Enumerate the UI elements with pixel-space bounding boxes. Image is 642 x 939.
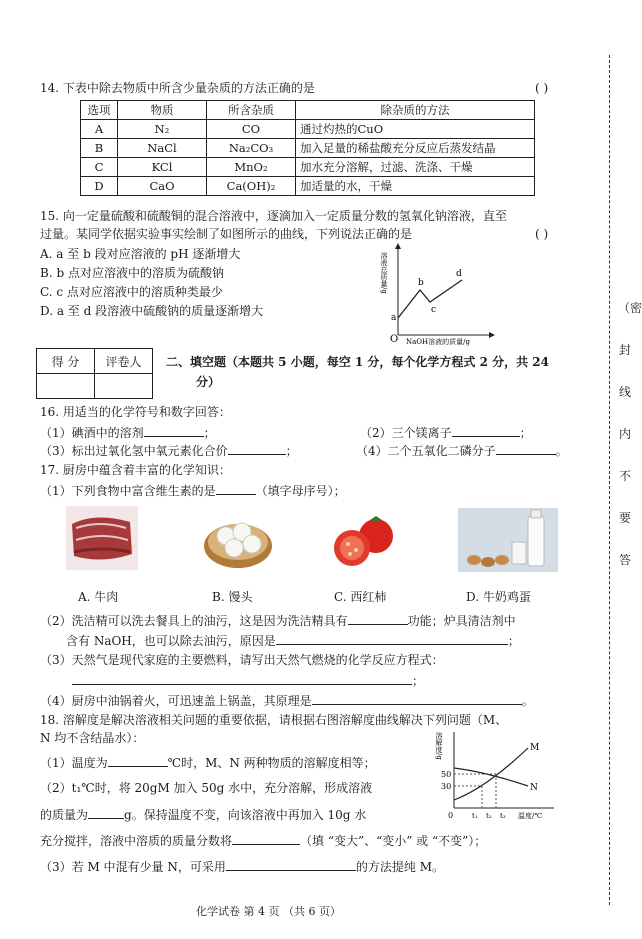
margin-char: 要	[618, 511, 631, 525]
q15-option-c: C. c 点对应溶液中的溶质种类最少	[40, 285, 223, 299]
q15-option-d: D. a 至 d 段溶液中硫酸钠的质量逐渐增大	[40, 304, 264, 318]
table-cell: NaCl	[118, 139, 207, 158]
page-footer: 化学试卷 第 4 页 （共 6 页）	[196, 905, 341, 918]
score-label: 得 分	[37, 349, 95, 374]
score-box	[36, 348, 153, 399]
score-cell[interactable]	[37, 374, 95, 399]
margin-char: 答	[618, 553, 631, 567]
table-row	[81, 177, 535, 196]
q18-part-1: （1）温度为 ℃时，M、N 两种物质的溶解度相等；	[40, 756, 376, 770]
q18-part-2b: 的质量为 g。保持温度不变，向该溶液中再加入 10g 水	[40, 808, 367, 822]
margin-char: 线	[618, 385, 631, 399]
answer-blank[interactable]	[216, 482, 256, 495]
beef-image	[66, 506, 138, 570]
q18-stem-1: 18. 溶解度是解决溶液相关问题的重要依据，请根据右图溶解度曲线解决下列问题（M、	[40, 713, 508, 727]
q14-stem: 14. 下表中除去物质中所含少量杂质的方法正确的是	[40, 81, 315, 95]
q18-stem-2: N 均不含结晶水）：	[40, 731, 145, 745]
point-label: c	[431, 305, 437, 315]
food-option-b: B. 馒头	[212, 590, 253, 604]
milk-eggs-image	[458, 508, 558, 572]
seal-line-text	[618, 300, 642, 594]
answer-blank[interactable]	[144, 424, 204, 437]
margin-char: 不	[618, 469, 631, 483]
food-option-a: A. 牛肉	[78, 590, 119, 604]
curve-label-n: N	[530, 783, 538, 793]
table-row	[81, 158, 535, 177]
answer-blank[interactable]	[228, 442, 286, 455]
header-cell: 除杂质的方法	[296, 101, 535, 120]
q15-stem-1: 15. 向一定量硫酸和硫酸铜的混合溶液中，逐滴加入一定质量分数的氢氧化钠溶液，直至	[40, 209, 507, 223]
q18-part-2a: （2）t₁℃时，将 20gM 加入 50g 水中，充分溶解，形成溶液	[40, 781, 373, 795]
food-option-c: C. 西红柿	[334, 590, 387, 604]
answer-blank[interactable]	[348, 612, 408, 625]
table-cell: 加入足量的稀盐酸充分反应后蒸发结晶	[296, 139, 535, 158]
x-tick: t₁	[472, 812, 478, 820]
table-cell: 加适量的水，干燥	[296, 177, 535, 196]
curve-label-m: M	[530, 743, 540, 753]
answer-blank[interactable]	[108, 754, 168, 767]
answer-blank[interactable]	[232, 832, 300, 845]
section-title-cont: 分）	[196, 375, 221, 389]
q15-curve-chart	[380, 240, 500, 348]
section-title: 二、填空题（本题共 5 小题，每空 1 分，每个化学方程式 2 分，共 24	[166, 355, 549, 369]
q14-answer-paren: ( )	[535, 81, 549, 95]
q18-part-3: （3）若 M 中混有少量 N，可采用 的方法提纯 M。	[40, 860, 444, 874]
table-cell: B	[81, 139, 118, 158]
table-cell: N₂	[118, 120, 207, 139]
q18-part-2c: 充分搅拌，溶液中溶质的质量分数将 （填 “变大”、“变小” 或 “不变”）；	[40, 834, 487, 848]
origin-label: O	[390, 334, 399, 345]
table-cell: Ca(OH)₂	[207, 177, 296, 196]
point-label: b	[418, 278, 424, 288]
answer-blank[interactable]	[452, 424, 520, 437]
q15-stem-2: 过量。某同学依据实验事实绘制了如图所示的曲线，下列说法正确的是	[40, 227, 413, 241]
margin-char: 封	[618, 343, 631, 357]
header-cell: 所含杂质	[207, 101, 296, 120]
q18-solubility-chart	[436, 728, 564, 822]
grader-cell[interactable]	[95, 374, 153, 399]
x-tick: t₂	[486, 812, 492, 820]
tomato-image	[328, 506, 400, 570]
table-cell: KCl	[118, 158, 207, 177]
q17-part-2a: （2）洗洁精可以洗去餐具上的油污，这是因为洗洁精具有 功能；炉具清洁剂中	[40, 614, 516, 628]
margin-char: 内	[618, 427, 631, 441]
x-axis-label: NaOH溶液的质量/g	[406, 338, 470, 346]
table-header-row	[81, 101, 535, 120]
q15-option-b: B. b 点对应溶液中的溶质为硫酸钠	[40, 266, 224, 280]
food-option-d: D. 牛奶鸡蛋	[466, 590, 531, 604]
q16-part-1: （1）碘酒中的溶剂 ；	[40, 426, 216, 440]
q16-part-4: （4）二个五氧化二磷分子 。	[356, 444, 568, 458]
q15-option-a: A. a 至 b 段对应溶液的 pH 逐渐增大	[40, 247, 241, 261]
answer-blank[interactable]	[226, 858, 356, 871]
answer-blank[interactable]	[276, 632, 508, 645]
table-cell: D	[81, 177, 118, 196]
q17-stem: 17. 厨房中蕴含着丰富的化学知识：	[40, 463, 231, 477]
header-cell: 选项	[81, 101, 118, 120]
table-cell: C	[81, 158, 118, 177]
q17-part-2b: 含有 NaOH，也可以除去油污，原因是 ；	[66, 634, 520, 648]
table-cell: 通过灼热的CuO	[296, 120, 535, 139]
table-cell: 加水充分溶解，过滤、洗涤、干燥	[296, 158, 535, 177]
x-tick: t₃	[500, 812, 506, 820]
y-axis-label: 溶解度/g	[435, 732, 443, 760]
answer-blank[interactable]	[88, 806, 124, 819]
q15-answer-paren: ( )	[535, 227, 549, 241]
table-cell: CO	[207, 120, 296, 139]
table-row	[81, 120, 535, 139]
y-tick: 50	[441, 770, 452, 779]
table-cell: MnO₂	[207, 158, 296, 177]
header-cell: 物质	[118, 101, 207, 120]
q17-part-4: （4）厨房中油锅着火，可迅速盖上锅盖，其原理是 。	[40, 694, 534, 708]
x-axis-label: 温度/℃	[518, 812, 543, 820]
y-tick: 30	[441, 782, 452, 791]
q17-part-3-answer: ；	[72, 672, 424, 689]
binding-line	[609, 55, 610, 905]
q16-stem: 16. 用适当的化学符号和数字回答：	[40, 405, 231, 419]
steamed-buns-image	[202, 506, 274, 570]
table-cell: A	[81, 120, 118, 139]
grader-label: 评卷人	[95, 349, 153, 374]
answer-blank[interactable]	[496, 442, 556, 455]
origin-label: 0	[448, 811, 454, 820]
q17-part-3: （3）天然气是现代家庭的主要燃料，请写出天然气燃烧的化学反应方程式：	[40, 653, 444, 667]
q16-part-2: （2）三个镁离子 ；	[360, 426, 532, 440]
q14-table	[80, 100, 535, 196]
table-row	[81, 139, 535, 158]
margin-char: （密	[618, 301, 642, 315]
y-axis-label: 溶液总质量/g	[380, 252, 388, 294]
point-label: d	[456, 269, 462, 279]
answer-blank[interactable]	[72, 672, 412, 685]
q16-part-3: （3）标出过氧化氢中氧元素化合价 ；	[40, 444, 298, 458]
point-label: a	[391, 313, 397, 323]
q17-part-1: （1）下列食物中富含维生素的是 （填字母序号）；	[40, 484, 346, 498]
table-cell: CaO	[118, 177, 207, 196]
answer-blank[interactable]	[312, 692, 522, 705]
table-cell: Na₂CO₃	[207, 139, 296, 158]
